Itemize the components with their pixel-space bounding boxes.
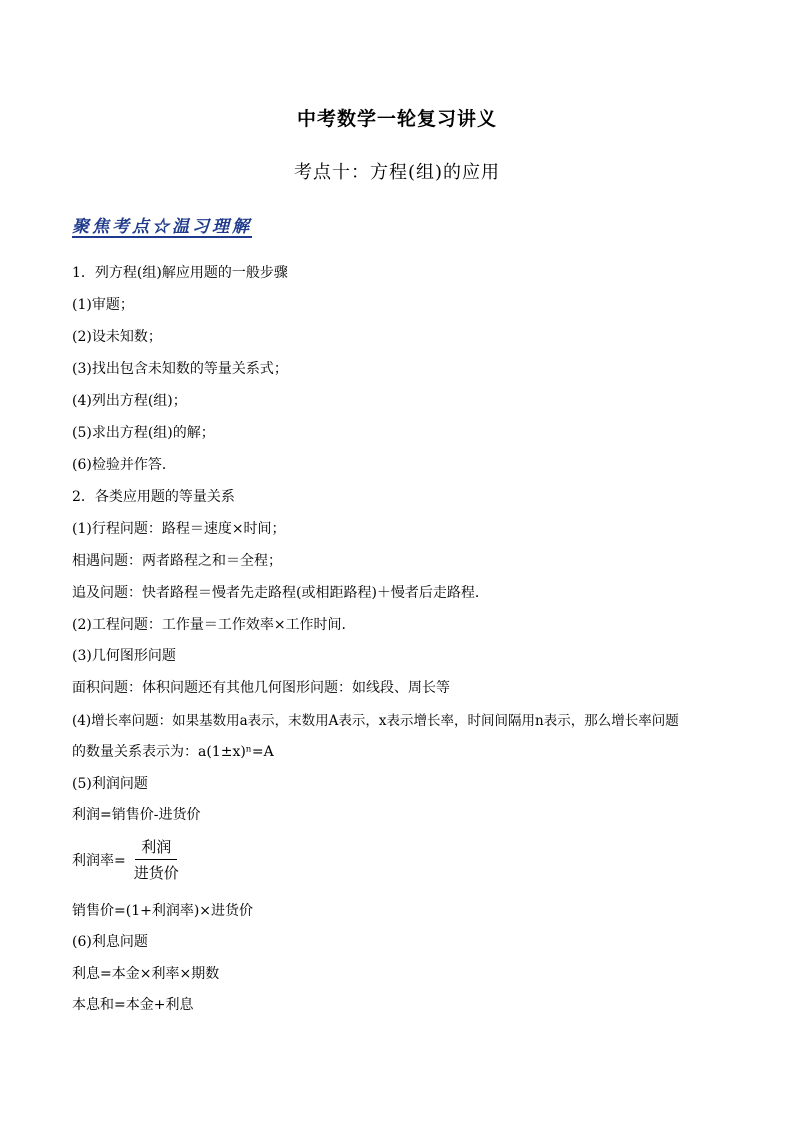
text-line: 利润=销售价-进货价 xyxy=(72,807,201,823)
text-line: (3)找出包含未知数的等量关系式； xyxy=(72,361,288,377)
text-line: 相遇问题：两者路程之和＝全程； xyxy=(72,553,282,569)
text-line: 的数量关系表示为：a(1±x)ⁿ=A xyxy=(72,744,274,760)
formula-lhs: 利润率= xyxy=(72,852,126,869)
text-line: (2)工程问题：工作量＝工作效率×工作时间． xyxy=(72,617,356,633)
text-line: 销售价=(1+利润率)×进货价 xyxy=(72,903,254,919)
document-subtitle: 考点十：方程(组)的应用 xyxy=(293,162,501,183)
text-line: 1．列方程(组)解应用题的一般步骤 xyxy=(72,265,288,281)
text-line: (3)几何图形问题 xyxy=(72,648,176,664)
text-line: (5)利润问题 xyxy=(72,776,148,792)
text-line: (1)审题； xyxy=(72,297,134,313)
text-line: 2．各类应用题的等量关系 xyxy=(72,489,235,505)
fraction-denominator: 进货价 xyxy=(133,864,179,882)
text-line: (6)检验并作答． xyxy=(72,457,176,473)
formula-fraction xyxy=(128,836,185,883)
text-line: 利息=本金×利率×期数 xyxy=(72,966,220,982)
fraction-numerator: 利润 xyxy=(135,836,177,860)
profit-rate-formula xyxy=(72,836,185,883)
text-line: (2)设未知数； xyxy=(72,329,162,345)
text-line: (4)列出方程(组)； xyxy=(72,393,187,409)
text-line: 追及问题：快者路程＝慢者先走路程(或相距路程)＋慢者后走路程． xyxy=(72,585,489,601)
text-line: 面积问题：体积问题还有其他几何图形问题：如线段、周长等 xyxy=(72,680,450,696)
document-title: 中考数学一轮复习讲义 xyxy=(296,108,497,130)
section-heading: 聚焦考点☆温习理解 xyxy=(72,217,252,237)
text-line: (4)增长率问题：如果基数用a表示，末数用A表示，x表示增长率，时间间隔用n表示，那么增长率问题 xyxy=(72,713,679,729)
text-line: (5)求出方程(组)的解； xyxy=(72,425,215,441)
text-line: (1)行程问题：路程＝速度×时间； xyxy=(72,521,286,537)
text-line: (6)利息问题 xyxy=(72,934,148,950)
text-line: 本息和=本金+利息 xyxy=(72,997,194,1013)
